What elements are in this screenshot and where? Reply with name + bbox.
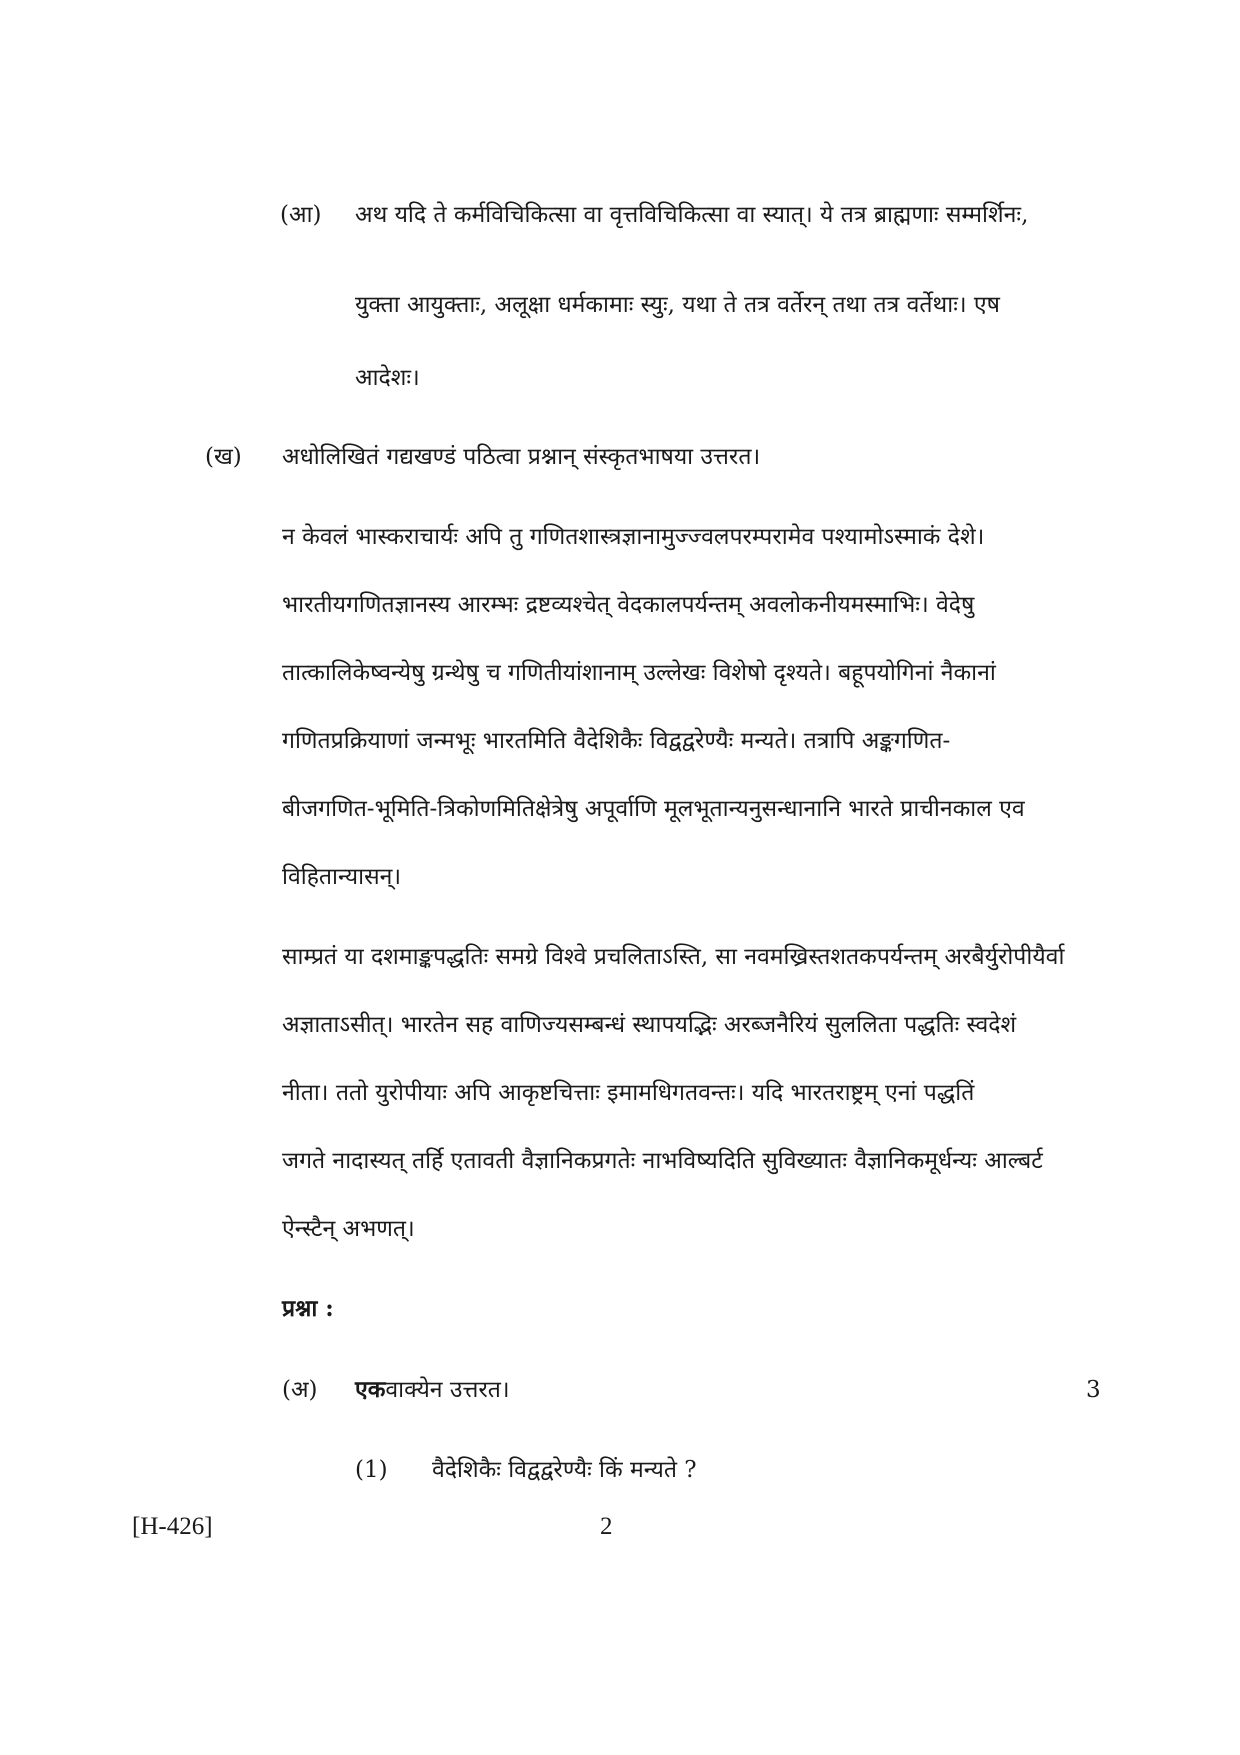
footer-code: [H-426] (132, 1513, 213, 1540)
footer-page-number: 2 (600, 1513, 613, 1540)
section-aa-label: (आ) (280, 202, 322, 228)
section-aa-line-3: आदेशः। (355, 365, 420, 391)
passage-para1-line-2: भारतीयगणितज्ञानस्य आरम्भः द्रष्टव्यश्चेत् वेदकालपर्यन्तम् अवलोकनीयमस्माभिः। वेदेषु (282, 592, 975, 618)
passage-para2-line-2: अज्ञाताऽसीत्। भारतेन सह वाणिज्यसम्बन्धं स्थापयद्भिः अरब्जनैरियं सुललिता पद्धतिः स्वदेशं (282, 1012, 1017, 1038)
part-a-marks: 3 (1086, 1377, 1101, 1403)
question-1-label: (1) (355, 1457, 388, 1483)
passage-para2-line-4: जगते नादास्यत् तर्हि एतावती वैज्ञानिकप्रगतेः नाभविष्यदिति सुविख्यातः वैज्ञानिकमूर्धन्यः आल्बर्ट (282, 1148, 1043, 1174)
part-a-rest: वाक्येन उत्तरत। (385, 1377, 510, 1403)
passage-para1-line-4: गणितप्रक्रियाणां जन्मभूः भारतमिति वैदेशिकैः विद्वद्वरेण्यैः मन्यते। तत्रापि अङ्कगणित- (282, 728, 951, 754)
passage-para2-line-1: साम्प्रतं या दशमाङ्कपद्धतिः समग्रे विश्वे प्रचलिताऽस्ति, सा नवमख्रिस्तशतकपर्यन्तम् अरबैर्युरोपीयैर्वा (282, 944, 1065, 970)
question-1-text: वैदेशिकैः विद्वद्वरेण्यैः किं मन्यते ? (432, 1457, 697, 1483)
passage-para1-line-6: विहितान्यासन्। (282, 864, 402, 890)
part-a-label: (अ) (282, 1377, 318, 1403)
section-aa-line-2: युक्ता आयुक्ताः, अलूक्षा धर्मकामाः स्युः, यथा ते तत्र वर्तेरन् तथा तत्र वर्तेथाः। एष (355, 292, 1000, 318)
section-kha-label: (ख) (205, 444, 242, 470)
part-a-bold-word: एक (355, 1376, 386, 1403)
passage-para1-line-5: बीजगणित-भूमिति-त्रिकोणमितिक्षेत्रेषु अपूर्वाणि मूलभूतान्यनुसन्धानानि भारते प्राचीनकाल एव (282, 796, 1025, 822)
section-aa-line-1: अथ यदि ते कर्मविचिकित्सा वा वृत्तविचिकित्सा वा स्यात्। ये तत्र ब्राह्मणाः सम्मर्शिनः, (355, 202, 1029, 228)
passage-para1-line-1: न केवलं भास्कराचार्यः अपि तु गणितशास्त्रज्ञानामुज्ज्वलपरम्परामेव पश्यामोऽस्माकं देशे। (282, 524, 985, 550)
part-a-instruction (355, 1375, 510, 1405)
passage-para2-line-5: ऐन्स्टैन् अभणत्। (282, 1216, 415, 1242)
section-kha-instruction: अधोलिखितं गद्यखण्डं पठित्वा प्रश्नान् संस्कृतभाषया उत्तरत। (282, 444, 761, 470)
passage-para1-line-3: तात्कालिकेष्वन्येषु ग्रन्थेषु च गणितीयांशानाम् उल्लेखः विशेषो दृश्यते। बहूपयोगिनां नैकानां (282, 660, 996, 686)
questions-heading: प्रश्ना : (282, 1295, 334, 1322)
passage-para2-line-3: नीता। ततो युरोपीयाः अपि आकृष्टचित्ताः इमामधिगतवन्तः। यदि भारतराष्ट्रम् एनां पद्धतिं (282, 1080, 975, 1106)
